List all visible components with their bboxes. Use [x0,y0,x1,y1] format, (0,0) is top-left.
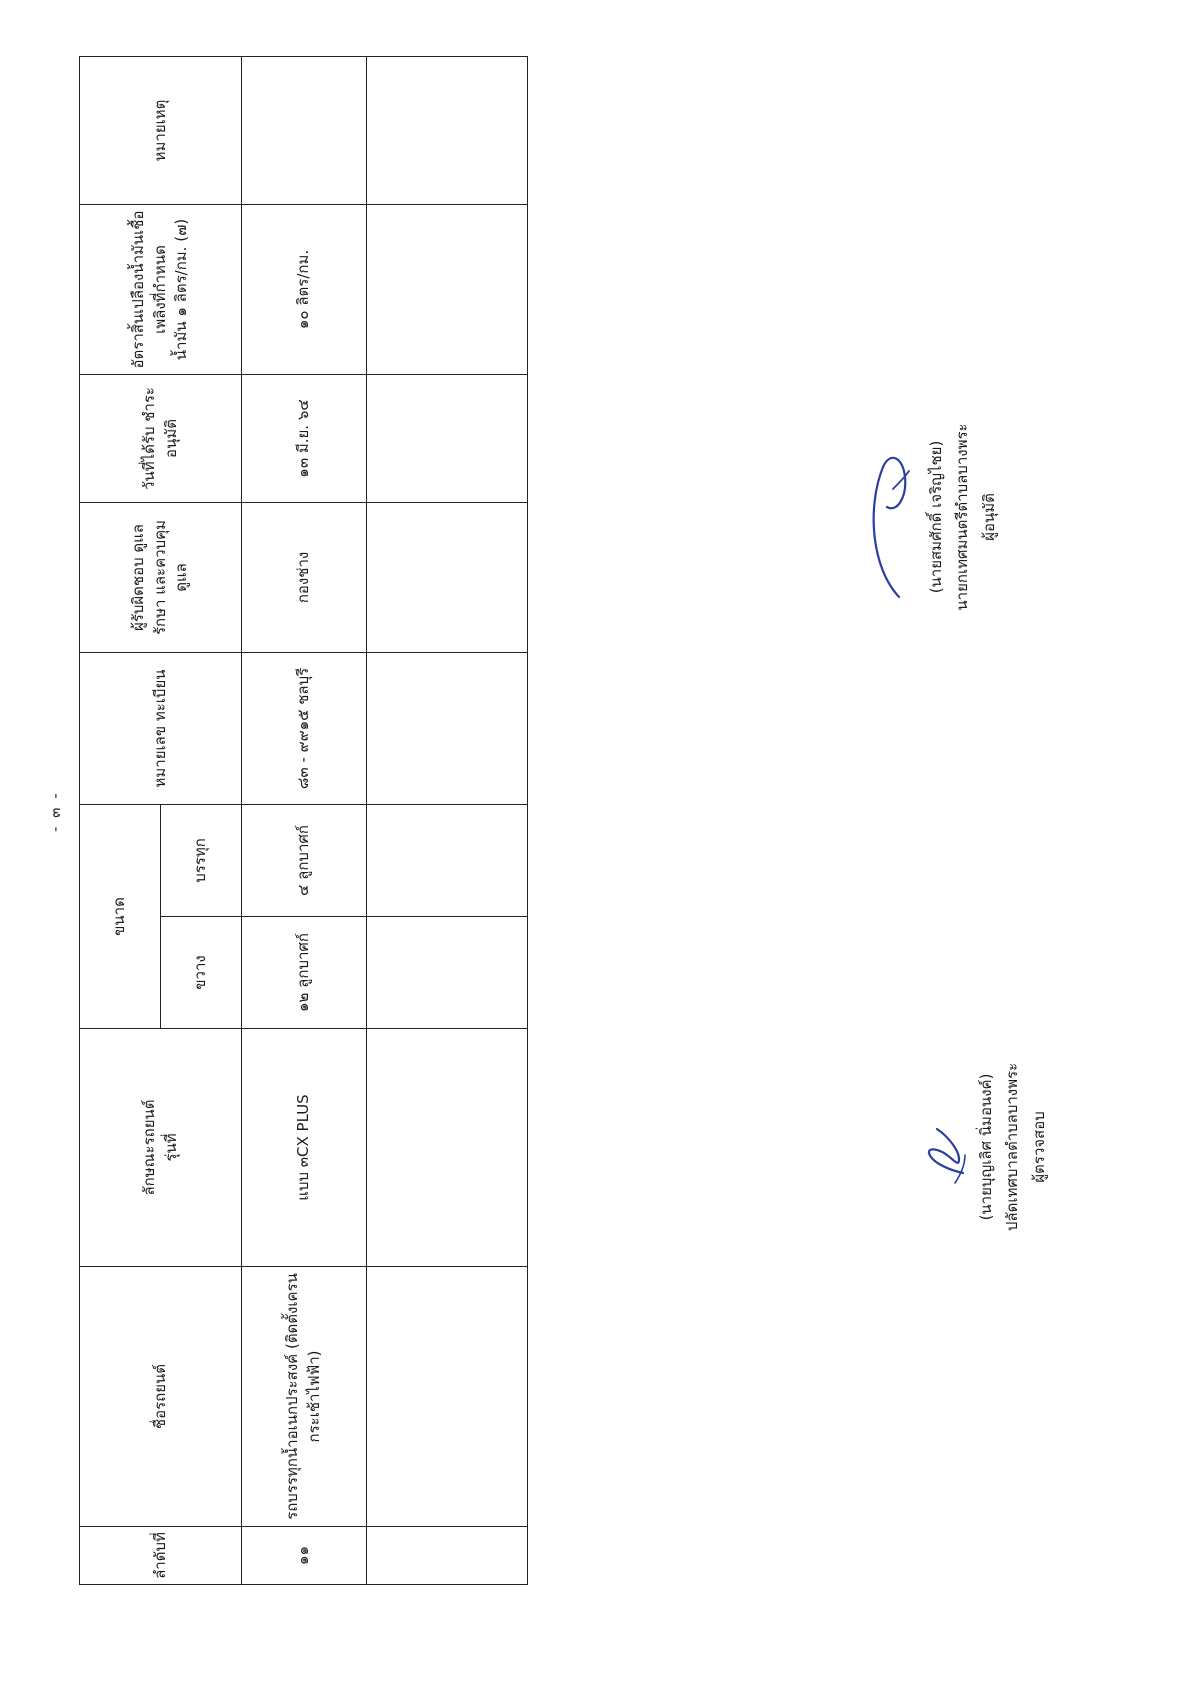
cell-name: รถบรรทุกน้ำอเนกประสงค์ (ติดตั้งเครนกระเช้าไฟฟ้า) [242,1267,367,1527]
handwritten-signature-icon [915,967,973,1327]
header-note: หมายเหตุ [80,56,242,204]
cell-note [367,56,528,204]
table-row [242,56,367,1584]
table-row [367,56,528,1584]
header-size-height: บรรทุก [161,804,242,916]
cell-date: ๑๓ มี.ย. ๖๔ [242,374,367,502]
header-size: ขนาด [80,804,161,1028]
cell-size-width [367,917,528,1029]
vehicle-table [79,56,528,1585]
header-speed [80,204,242,374]
header-no: ลำดับที่ [80,1527,242,1585]
signature-name: (นายสมศักดิ์ เจริญไชย) [927,440,945,594]
signature-block-inspector [915,967,1052,1327]
cell-speed: ๑๐ ลิตร/กม. [242,204,367,374]
cell-registration: ๘๓ - ๙๙๑๕ ชลบุรี [242,652,367,804]
cell-note [242,56,367,204]
signature-role: ผู้อนุมัติ [979,493,998,541]
header-model-main: ลักษณะรถยนต์ [139,1099,158,1196]
header-name: ชื่อรถยนต์ [80,1267,242,1527]
cell-no [367,1527,528,1585]
signature-block-approver [865,337,1002,697]
signature-title: นายกเทศมนตรีตำบลบางพระ [953,423,972,611]
signature-role: ผู้ตรวจสอบ [1029,1111,1048,1183]
header-owner: ผู้รับผิดชอบ ดูแลรักษา และควบคุมดูแล [80,502,242,652]
cell-owner [367,502,528,652]
header-date: วันที่ได้รับ ชำระอนุมัติ [80,374,242,502]
cell-model [367,1029,528,1267]
header-registration: หมายเลข ทะเบียน [80,652,242,804]
cell-no: ๑๑ [242,1527,367,1585]
cell-size-height [367,804,528,916]
header-model [80,1029,242,1267]
cell-registration [367,652,528,804]
header-model-sub: รุ่นที่ [161,1133,180,1162]
header-speed-sub: น้ำมัน ๑ ลิตร/กม. (๗) [172,218,191,361]
cell-speed [367,204,528,374]
handwritten-signature-icon [865,337,923,697]
cell-owner: กองช่าง [242,502,367,652]
cell-size-width: ๑๒ ลูกบาศก์ [242,917,367,1029]
signature-title: ปลัดเทศบาลตำบลบางพระ [1003,1062,1022,1232]
cell-size-height: ๔ ลูกบาศก์ [242,804,367,916]
header-speed-main: อัตราสิ้นเปลืองน้ำมันเชื้อเพลิงที่กำหนด [128,210,169,369]
rotated-page-content [35,57,1155,1627]
table-header-row [80,56,161,1584]
page-number: - ๓ - [46,791,64,832]
cell-date [367,374,528,502]
header-size-width: ขวาง [161,917,242,1029]
cell-name [367,1267,528,1527]
signature-name: (นายบุญเลิศ นิ่มอนงค์) [977,1073,995,1221]
cell-model: แบบ ๓CX PLUS [242,1029,367,1267]
